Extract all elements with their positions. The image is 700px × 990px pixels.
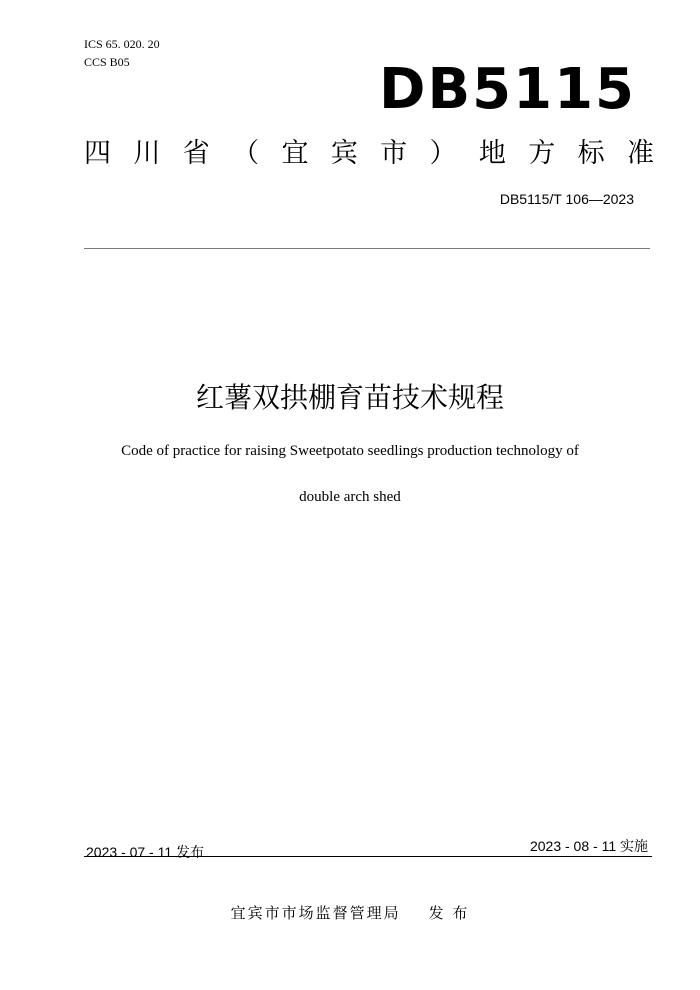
implementation-date: 2023 - 08 - 11 实施	[529, 838, 648, 854]
publisher-line	[0, 902, 700, 924]
ccs-code: CCS B05	[84, 55, 130, 69]
standard-type-char: ）	[429, 138, 457, 169]
publisher-name: 宜宾市市场监督管理局	[230, 904, 401, 922]
issue-date: 2023 - 07 - 11 发布	[86, 844, 205, 860]
header-divider	[84, 248, 650, 249]
standard-type-char: 市	[380, 138, 408, 169]
document-title-english-line2: double arch shed	[299, 489, 401, 505]
publisher-action: 发 布	[428, 904, 470, 922]
standard-type-char: 省	[182, 138, 210, 169]
document-title-english-line1: Code of practice for raising Sweetpotato seedlings production technology of	[121, 443, 579, 459]
standard-code: DB5115/T 106—2023	[499, 191, 634, 207]
standard-type-char: （	[232, 138, 260, 169]
standard-type-char: 地	[478, 138, 506, 169]
standard-type-char: 方	[528, 138, 556, 169]
standard-type-char: 四	[84, 138, 111, 169]
footer-divider	[84, 856, 652, 857]
standard-type-banner	[84, 136, 654, 172]
standard-type-char: 宜	[281, 138, 309, 169]
standard-type-char: 准	[626, 138, 654, 169]
standard-type-char: 宾	[330, 138, 358, 169]
standard-logo: DB5115	[378, 57, 636, 122]
standard-type-char: 川	[133, 138, 161, 169]
standard-type-char: 标	[577, 138, 605, 169]
document-title-chinese: 红薯双拱棚育苗技术规程	[195, 381, 504, 414]
ics-code: ICS 65. 020. 20	[84, 37, 160, 51]
